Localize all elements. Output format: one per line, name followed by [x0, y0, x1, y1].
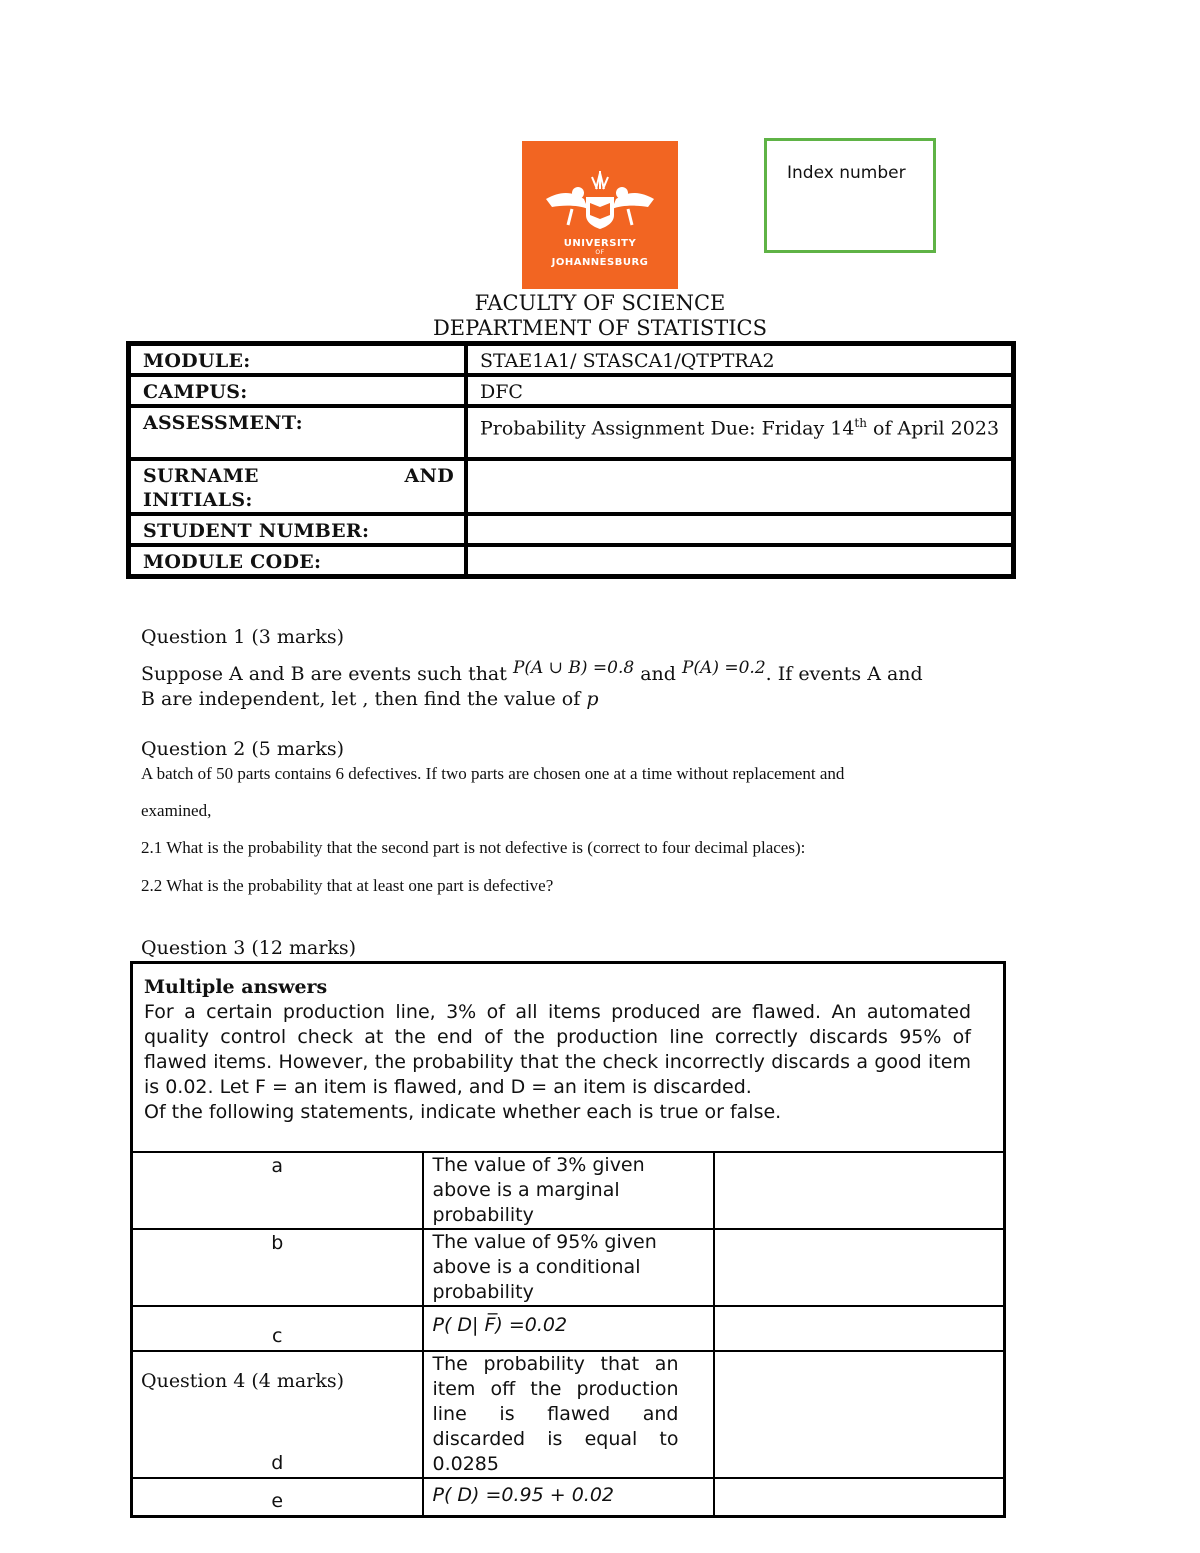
campus-value: DFC — [466, 375, 1013, 406]
q2-part-2: 2.2 What is the probability that at least one part is defective? — [141, 876, 554, 895]
q3-row-c — [132, 1306, 1005, 1351]
student-number-label: STUDENT NUMBER: — [129, 514, 466, 545]
module-info-table — [126, 341, 1016, 579]
q3-statement: The probability that an item off the production line is flawed and discarded is equal to 0.0285 — [423, 1351, 714, 1478]
q3-row-a — [132, 1152, 1005, 1229]
q3-instruction: Of the following statements, indicate whether each is true or false. — [144, 1101, 782, 1123]
question-4-title: Question 4 (4 marks) — [141, 1370, 345, 1392]
q3-key: b — [132, 1229, 423, 1306]
q3-answer-cell[interactable] — [714, 1306, 1005, 1351]
module-value: STAE1A1/ STASCA1/QTPTRA2 — [466, 344, 1013, 375]
q1-text-a: Suppose A and B are events such that — [141, 663, 513, 685]
surname-field[interactable] — [466, 459, 1013, 514]
q3-statement: P( D| F̅) =0.02 — [423, 1306, 714, 1351]
q2-intro-a: A batch of 50 parts contains 6 defectives. If two parts are chosen one at a time without replacement and — [141, 764, 845, 783]
q1-math-a: P(A ∪ B) =0.8 — [512, 658, 635, 678]
q1-text-c: . If events A and — [765, 663, 923, 685]
q1-text-b: and — [634, 663, 682, 685]
q3-intro: For a certain production line, 3% of all items produced are flawed. An automated quality control check at the end of the production line correctly discards 95% of flawed items. However, the probability that the check incorrectly discards a good item is 0.02. Let F = an item is flawed, and D = an item is discarded. — [144, 1001, 971, 1098]
assessment-text-b: of April 2023 — [866, 417, 1000, 440]
q3-key: d — [132, 1351, 423, 1478]
surname-label-c: INITIALS: — [143, 489, 253, 511]
module-code-label: MODULE CODE: — [129, 545, 466, 576]
q3-key: a — [132, 1152, 423, 1229]
student-number-field[interactable] — [466, 514, 1013, 545]
faculty-heading: FACULTY OF SCIENCE — [474, 291, 726, 315]
q3-row-e — [132, 1478, 1005, 1516]
module-label: MODULE: — [129, 344, 466, 375]
q3-answer-cell[interactable] — [714, 1152, 1005, 1229]
q1-var-p: p — [586, 688, 599, 710]
q3-key: e — [132, 1478, 423, 1516]
assessment-text-a: Probability Assignment Due: Friday 14 — [480, 417, 855, 440]
surname-label-a: SURNAME — [143, 465, 259, 487]
university-logo — [522, 141, 678, 289]
department-heading: DEPARTMENT OF STATISTICS — [432, 316, 768, 340]
question-3-table — [130, 961, 1006, 1518]
index-number-box[interactable] — [764, 138, 936, 253]
logo-line-of: OF — [595, 249, 605, 256]
index-number-label: Index number — [787, 163, 906, 183]
q1-math-b: P(A) =0.2 — [681, 658, 766, 678]
question-1-text — [141, 658, 1061, 711]
crest-icon — [542, 169, 658, 237]
q3-heading: Multiple answers — [144, 976, 328, 998]
q3-statement: P( D) =0.95 + 0.02 — [423, 1478, 714, 1516]
q2-intro-b: examined, — [141, 801, 212, 820]
q3-key: c — [132, 1306, 423, 1351]
assessment-sup: th — [854, 416, 867, 430]
module-code-field[interactable] — [466, 545, 1013, 576]
q3-statement: The value of 3% given above is a marginal probability — [423, 1152, 714, 1229]
logo-line-university: UNIVERSITY — [563, 238, 637, 249]
surname-label-b: AND — [404, 465, 454, 487]
q2-part-1: 2.1 What is the probability that the second part is not defective is (correct to four decimal places): — [141, 838, 806, 857]
question-1-title: Question 1 (3 marks) — [141, 626, 345, 648]
question-3-title: Question 3 (12 marks) — [141, 937, 357, 959]
assessment-value — [466, 406, 1013, 459]
q3-answer-cell[interactable] — [714, 1351, 1005, 1478]
q3-answer-cell[interactable] — [714, 1478, 1005, 1516]
question-2-title: Question 2 (5 marks) — [141, 738, 345, 760]
q3-intro-cell — [132, 963, 1005, 1153]
q1-line2: B are independent, let , then find the value of — [141, 688, 587, 710]
q3-answer-cell[interactable] — [714, 1229, 1005, 1306]
q3-row-b — [132, 1229, 1005, 1306]
assessment-label: ASSESSMENT: — [129, 406, 466, 459]
q3-statement: The value of 95% given above is a conditional probability — [423, 1229, 714, 1306]
logo-line-johannesburg: JOHANNESBURG — [551, 257, 649, 268]
surname-label — [129, 459, 466, 514]
campus-label: CAMPUS: — [129, 375, 466, 406]
